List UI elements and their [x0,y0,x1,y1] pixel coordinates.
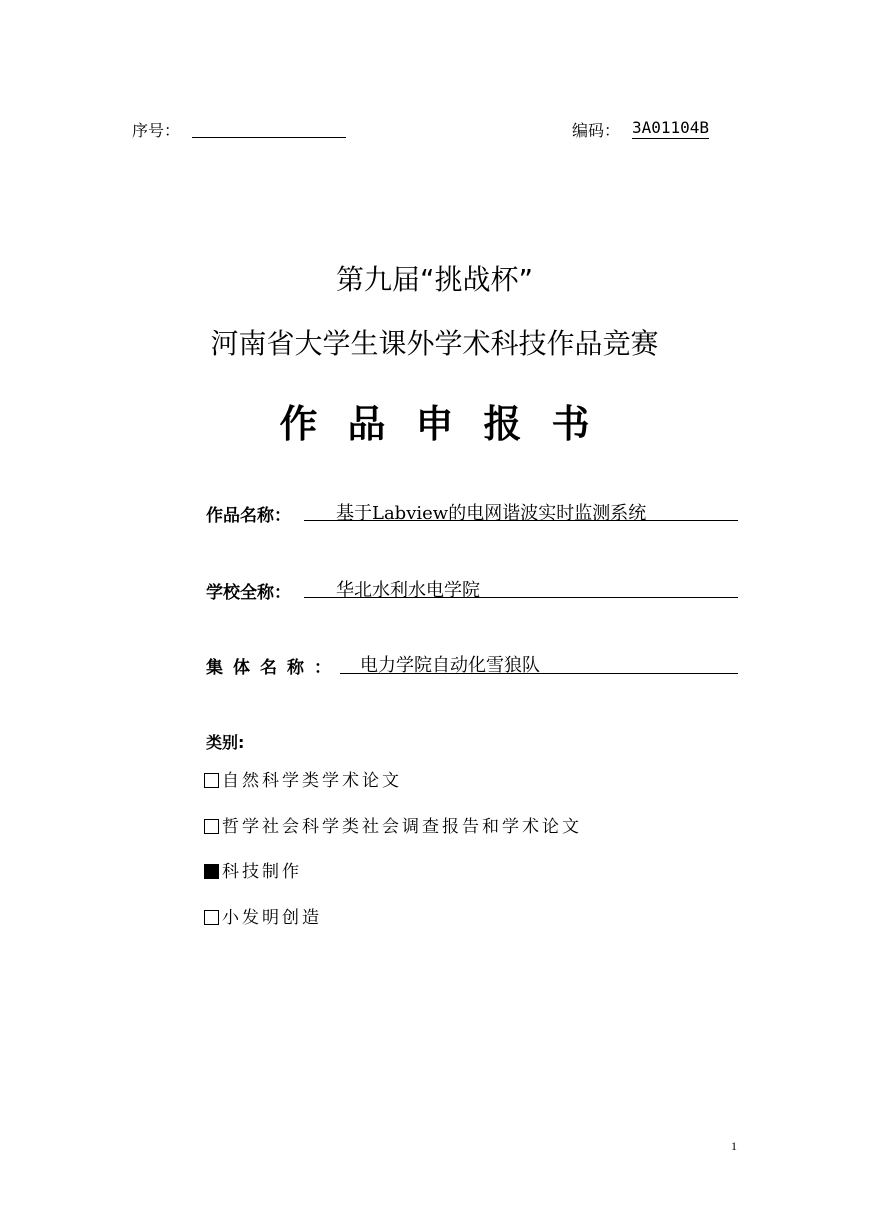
category-item-small-invention [204,903,322,928]
category-item-label: 小发明创造 [222,908,322,928]
category-heading: 类别: [206,733,245,752]
checkbox-checked-icon [204,864,219,879]
code-value: 3A01104B [632,118,710,137]
title-application-form: 作品申报书 [279,402,620,446]
school-label: 学校全称： [206,583,291,603]
category-item-natural-science [204,766,402,791]
page-number: 1 [731,1139,737,1153]
category-item-label: 科技制作 [222,862,302,882]
title-competition-name: 河南省大学生课外学术科技作品竞赛 [210,327,659,360]
checkbox-unchecked-icon [204,910,219,925]
category-item-social-science [204,812,582,837]
school-value: 华北水利水电学院 [336,580,480,601]
work-name-value: 基于Labview的电网谐波实时监测系统 [336,503,647,524]
checkbox-unchecked-icon [204,819,219,834]
team-label: 集体名称： [206,658,341,678]
category-item-label: 哲学社会科学类社会调查报告和学术论文 [222,817,582,837]
code-label: 编码： [572,121,621,140]
category-item-tech-production [204,857,302,882]
title-competition-edition: 第九届“挑战杯” [335,263,533,296]
work-name-label: 作品名称： [206,506,291,526]
checkbox-unchecked-icon [204,773,219,788]
team-value: 电力学院自动化雪狼队 [360,655,540,676]
serial-blank-line [192,137,346,138]
serial-label: 序号： [132,121,181,140]
category-item-label: 自然科学类学术论文 [222,771,402,791]
